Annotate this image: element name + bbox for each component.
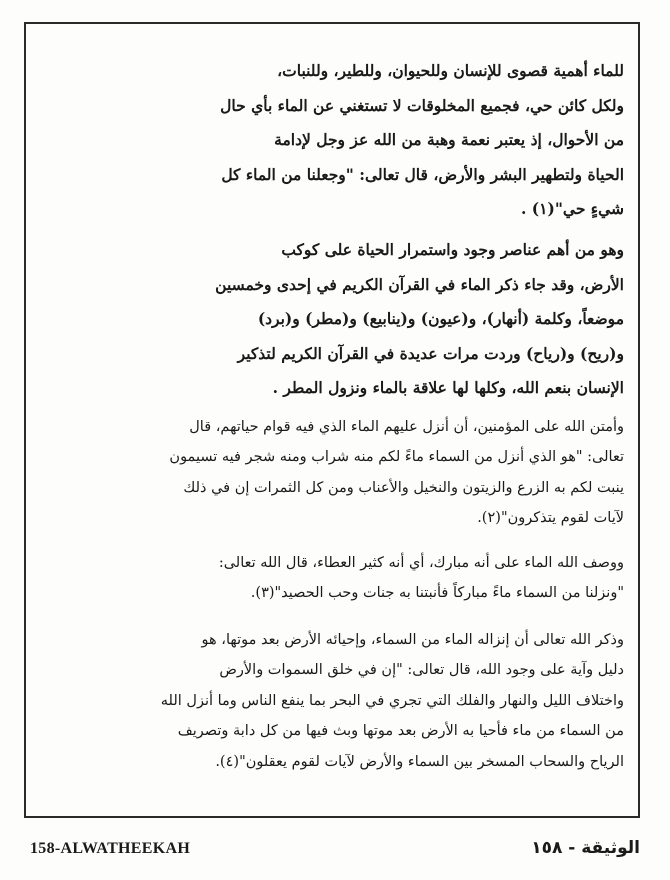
text-line: الأرض، وقد جاء ذكر الماء في القرآن الكريم في إحدى وخمسين [215, 274, 624, 294]
text-line: ينبت لكم به الزرع والزيتون والنخيل والأعناب ومن كل الثمرات إن في ذلك [183, 479, 624, 496]
text-line: الحياة ولتطهير البشر والأرض، قال تعالى: "وجعلنا من الماء كل [221, 164, 624, 184]
text-line: واختلاف الليل والنهار والفلك التي تجري في البحر بما ينفع الناس وما أنزل الله [160, 692, 624, 709]
paragraph-water-importance [40, 54, 624, 227]
text-line: "ونزلنا من السماء ماءً مباركاً فأنبتنا به جنات وحب الحصيد"(٣). [250, 585, 624, 602]
footer-page-label-arabic: الوثيقة - ١٥٨ [531, 838, 640, 858]
footer-page-label-latin: 158-ALWATHEEKAH [30, 840, 191, 857]
text-line: وهو من أهم عناصر وجود واستمرار الحياة على كوكب [281, 239, 624, 259]
text-line: دليل وآية على وجود الله، قال تعالى: "إن في خلق السموات والأرض [219, 662, 624, 679]
paragraph-blessed-water [40, 548, 624, 609]
text-line: ولكل كائن حي، فجميع المخلوقات لا تستغني عن الماء بأي حال [220, 95, 624, 115]
text-line: و(ريح) و(رياح) وردت مرات عديدة في القرآن الكريم لتذكير [237, 343, 624, 363]
page-frame [24, 22, 640, 818]
text-line: لآيات لقوم يتذكرون"(٢). [477, 510, 624, 527]
paragraph-blessing [40, 412, 624, 534]
text-line: وأمتن الله على المؤمنين، أن أنزل عليهم الماء الذي فيه قوام حياتهم، قال [189, 418, 624, 435]
text-line: من السماء من ماء فأحيا به الأرض بعد موتها وبث فيها من كل دابة وتصريف [177, 723, 624, 740]
text-line: من الأحوال، إذ يعتبر نعمة وهبة من الله عز وجل لإدامة [274, 130, 624, 150]
paragraph-quran-mentions [40, 233, 624, 406]
paragraph-gap [40, 609, 624, 625]
text-line: تعالى: "هو الذي أنزل من السماء ماءً لكم منه شراب ومنه شجر فيه تسيمون [169, 449, 624, 466]
paragraph-gap [40, 534, 624, 548]
text-line: وذكر الله تعالى أن إنزاله الماء من السماء، وإحيائه الأرض بعد موتها، هو [201, 631, 624, 648]
text-line: شيءٍ حي"(١) . [521, 199, 624, 219]
page-footer [24, 836, 640, 866]
text-line: للماء أهمية قصوى للإنسان وللحيوان، وللطير، وللنبات، [277, 61, 624, 80]
text-line: الإنسان بنعم الله، وكلها لها علاقة بالماء ونزول المطر . [272, 378, 624, 398]
paragraph-sign-of-god [40, 625, 624, 778]
text-line: ووصف الله الماء على أنه مبارك، أي أنه كثير العطاء، قال الله تعالى: [218, 554, 624, 571]
text-line: موضعاً، وكلمة (أنهار)، و(عيون) و(ينابيع) و(مطر) و(برد) [257, 309, 624, 329]
article-body [40, 54, 624, 806]
text-line: الرياح والسحاب المسخر بين السماء والأرض لآيات لقوم يعقلون"(٤). [215, 753, 624, 770]
